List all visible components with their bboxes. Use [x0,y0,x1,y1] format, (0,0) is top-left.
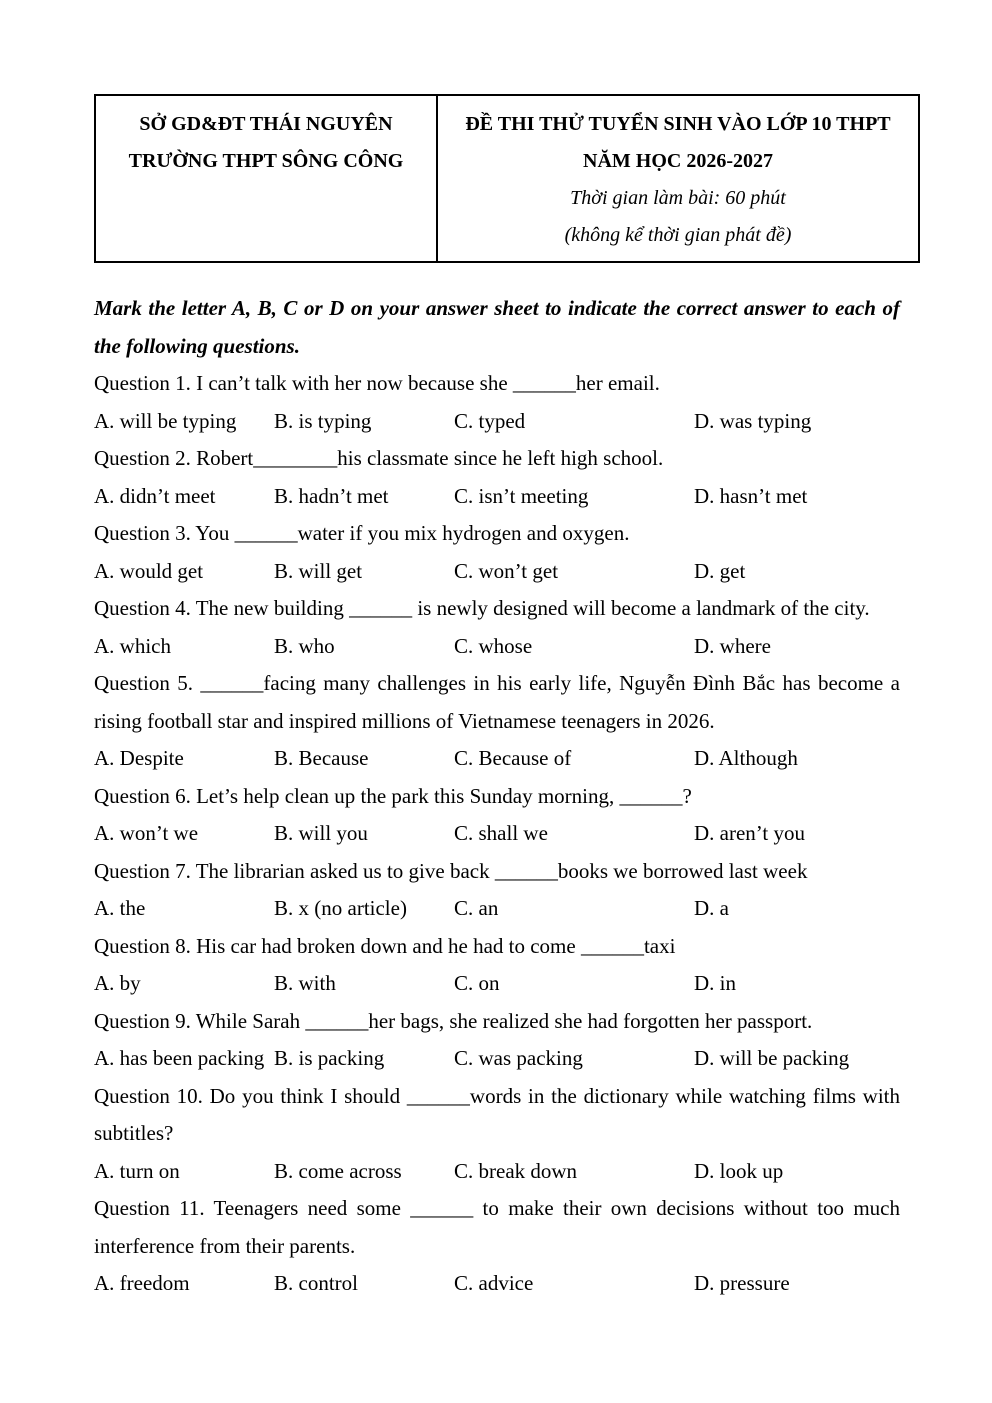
option-b: B. is typing [274,408,372,433]
answer-options [94,815,900,853]
option-d: D. in [694,971,736,995]
instruction-line: the following questions. [94,333,300,358]
question-text: interference from their parents. [94,1233,356,1258]
question-text: rising football star and inspired millions of Vietnamese teenagers in 2026. [94,708,715,733]
question-text: Question 5. ______facing many challenges in his early life, Nguyễn Đình Bắc has become a [94,671,900,695]
department-name: SỞ GD&ĐT THÁI NGUYÊN [139,113,393,135]
option-d: D. a [694,896,729,920]
option-d: D. will be packing [694,1046,850,1070]
option-c: C. break down [454,1158,578,1183]
option-a: A. didn’t meet [94,483,216,508]
exam-info [438,96,918,261]
question-3 [94,515,900,590]
answer-options [94,1153,900,1191]
answer-options [94,965,900,1003]
option-c: C. shall we [454,821,548,845]
question-10 [94,1078,900,1191]
option-b: B. will get [274,558,363,583]
option-b: B. x (no article) [274,896,407,920]
option-a: A. the [94,896,146,920]
question-text: Question 8. His car had broken down and he had to come ______taxi [94,933,676,958]
option-a: A. would get [94,558,204,583]
answer-options [94,890,900,928]
answer-options [94,403,900,441]
option-c: C. whose [454,633,533,658]
header-table [94,94,920,263]
question-text: Question 9. While Sarah ______her bags, she realized she had forgotten her passport. [94,1008,813,1033]
option-d: D. look up [694,1158,784,1183]
school-year: NĂM HỌC 2026-2027 [583,150,773,172]
question-text: Question 1. I can’t talk with her now because she ______her email. [94,371,660,395]
option-c: C. an [454,896,499,920]
exam-content [94,290,900,1303]
question-1 [94,365,900,440]
question-text: Question 3. You ______water if you mix hydrogen and oxygen. [94,521,630,545]
question-4 [94,590,900,665]
answer-options [94,1040,900,1078]
option-b: B. is packing [274,1046,385,1070]
school-name: TRƯỜNG THPT SÔNG CÔNG [128,150,404,172]
exam-title: ĐỀ THI THỬ TUYỂN SINH VÀO LỚP 10 THPT [465,113,891,135]
option-b: B. hadn’t met [274,483,389,508]
option-b: B. who [274,633,335,658]
question-11 [94,1190,900,1303]
option-a: A. will be typing [94,408,237,433]
answer-options [94,478,900,516]
option-a: A. Despite [94,746,184,770]
option-b: B. will you [274,821,368,845]
question-7 [94,853,900,928]
option-b: B. control [274,1271,358,1295]
option-d: D. get [694,558,746,583]
option-b: B. with [274,971,336,995]
option-c: C. isn’t meeting [454,483,589,508]
question-2 [94,440,900,515]
option-a: A. turn on [94,1158,180,1183]
option-c: C. on [454,971,500,995]
question-text: Question 2. Robert________his classmate since he left high school. [94,446,664,470]
option-c: C. typed [454,408,526,433]
option-a: A. freedom [94,1271,190,1295]
option-d: D. where [694,633,771,658]
option-d: D. Although [694,746,798,770]
answer-options [94,553,900,591]
question-8 [94,928,900,1003]
answer-options [94,740,900,778]
option-c: C. advice [454,1271,534,1295]
school-info [96,96,438,261]
option-c: C. was packing [454,1046,583,1070]
option-a: A. has been packing [94,1046,265,1070]
option-a: A. by [94,971,141,995]
question-6 [94,778,900,853]
question-text: Question 6. Let’s help clean up the park this Sunday morning, ______? [94,783,692,808]
question-text: Question 11. Teenagers need some ______ to make their own decisions without too much [94,1196,900,1220]
question-text: Question 10. Do you think I should ______words in the dictionary while watching films with [94,1083,900,1108]
option-d: D. pressure [694,1271,790,1295]
instruction-line: Mark the letter A, B, C or D on your answer sheet to indicate the correct answer to each of [94,296,900,320]
option-a: A. won’t we [94,821,199,845]
option-d: D. aren’t you [694,821,805,845]
option-d: D. was typing [694,408,812,433]
time-note: (không kể thời gian phát đề) [564,224,792,246]
question-5 [94,665,900,778]
option-b: B. come across [274,1158,402,1183]
question-text: Question 4. The new building ______ is newly designed will become a landmark of the city. [94,596,870,620]
option-b: B. Because [274,746,369,770]
option-d: D. hasn’t met [694,483,808,508]
question-text: subtitles? [94,1121,174,1145]
option-a: A. which [94,633,171,658]
question-text: Question 7. The librarian asked us to give back ______books we borrowed last week [94,858,808,883]
option-c: C. won’t get [454,558,559,583]
time-limit: Thời gian làm bài: 60 phút [570,187,786,209]
answer-options [94,1265,900,1303]
question-9 [94,1003,900,1078]
option-c: C. Because of [454,746,572,770]
question-list [94,365,900,1303]
answer-options [94,628,900,666]
